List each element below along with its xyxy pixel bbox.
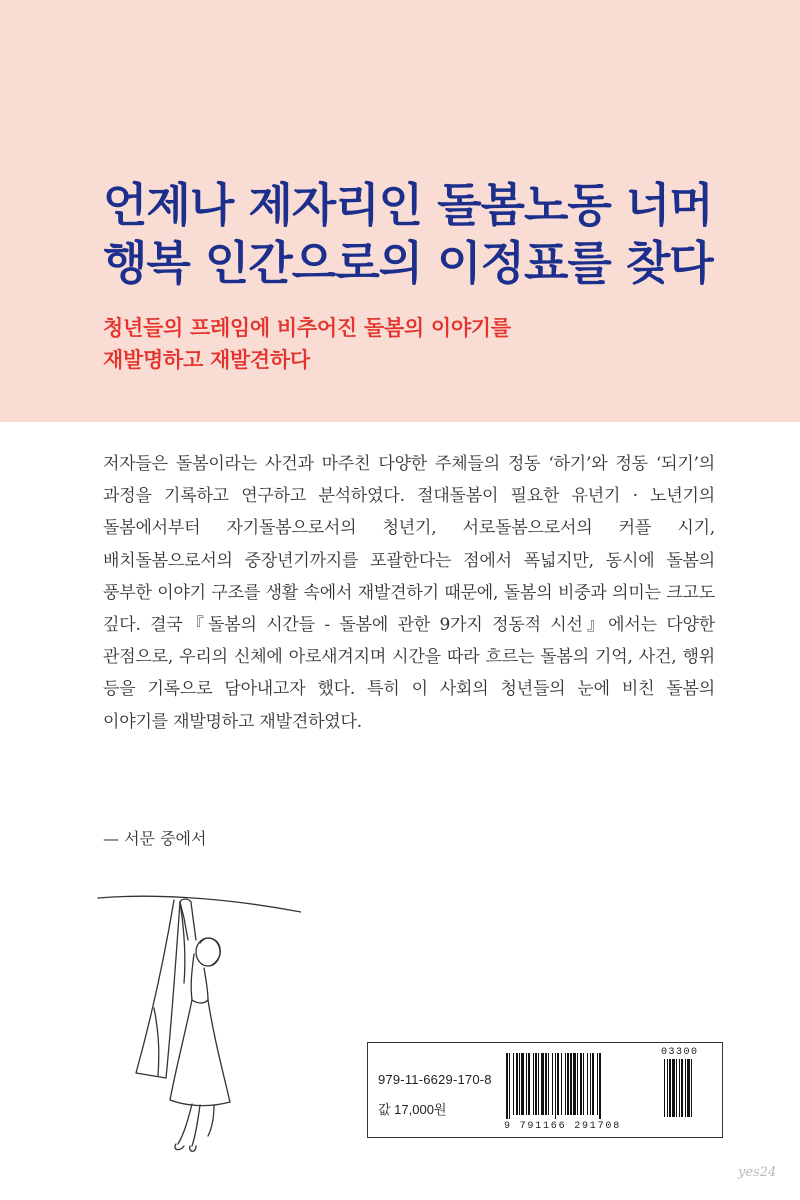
price-label: 값 17,000원	[378, 1102, 447, 1117]
isbn-number: 979-11-6629-170-8	[378, 1072, 492, 1087]
headline-line-2: 행복 인간으로의 이정표를 찾다	[103, 236, 713, 290]
top-color-band	[0, 0, 800, 422]
barcode-box	[367, 1042, 723, 1138]
barcode-bars	[504, 1053, 714, 1119]
headline-line-1: 언제나 제자리인 돌봄노동 너머	[103, 178, 713, 232]
woman-hanging-curtain-illustration	[96, 888, 301, 1156]
intro-paragraph: 저자들은 돌봄이라는 사건과 마주친 다양한 주체들의 정동 ‘하기’와 정동 ‘되기’의 과정을 기록하고 연구하고 분석하였다. 절대돌봄이 필요한 유년기 · 노년기의 돌봄에서부터 자기돌봄으로서의 청년기, 서로돌봄으로서의 커플 시기, 배치돌봄으로서의 중장년기까지를 포괄한다는 점에서 폭넓지만, 동시에 돌봄의 풍부한 이야기 구조를 생활 속에서 재발견하기 때문에, 돌봄의 비중과 의미는 크고도 깊다. 결국『돌봄의 시간들 - 돌봄에 관한 9가지 정동적 시선』에서는 다양한 관점으로, 우리의 신체에 아로새겨지며 시간을 따라 흐르는 돌봄의 기억, 사건, 행위 등을 기록으로 담아내고자 했다. 특히 이 사회의 청년들의 눈에 비친 돌봄의 이야기를 재발명하고 재발견하였다.	[103, 454, 715, 732]
subheadline-line-1: 청년들의 프레임에 비추어진 돌봄의 이야기를	[103, 316, 511, 340]
barcode-digits: 9 791166 291708	[504, 1121, 622, 1132]
watermark-logo: yes24	[738, 1165, 777, 1180]
attribution: — 서문 중에서	[103, 829, 207, 848]
subheadline-line-2: 재발명하고 재발견하다	[103, 348, 310, 372]
barcode-addon-code: 03300	[661, 1047, 699, 1058]
